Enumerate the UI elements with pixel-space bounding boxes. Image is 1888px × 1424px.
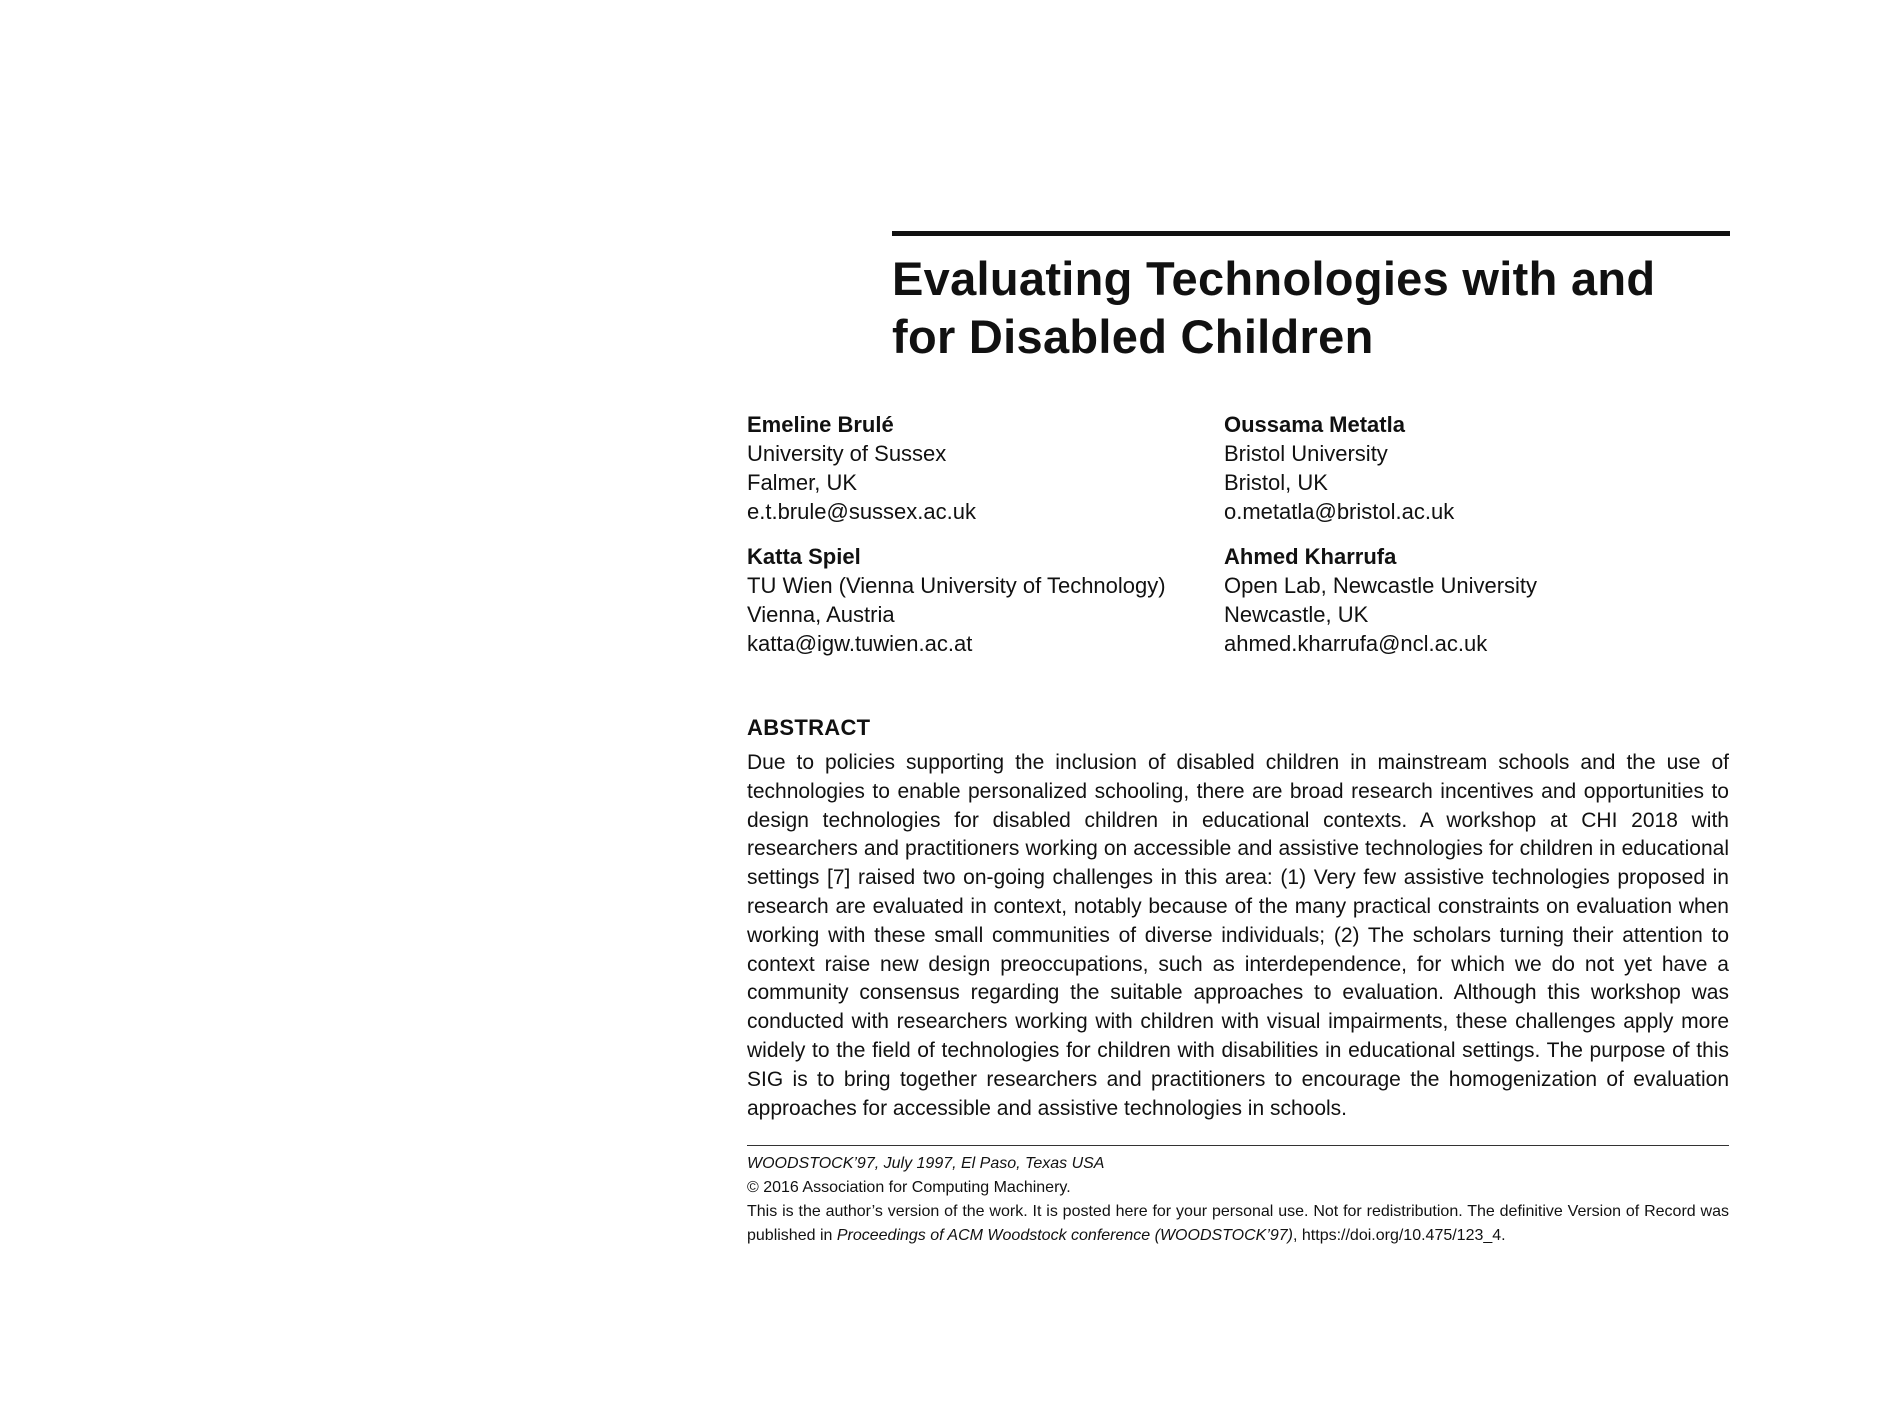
proceedings-name: Proceedings of ACM Woodstock conference (WOODSTOCK’97) — [836, 1227, 1294, 1244]
author-email: e.t.brule@sussex.ac.uk — [747, 499, 976, 524]
author-affiliation: Open Lab, Newcastle University — [1224, 573, 1538, 598]
author-card — [747, 542, 1224, 658]
author-email: katta@igw.tuwien.ac.at — [747, 631, 973, 656]
author-block — [747, 410, 1737, 658]
publication-notice — [747, 1200, 1729, 1248]
author-location: Bristol, UK — [1224, 470, 1328, 495]
author-name: Oussama Metatla — [1224, 412, 1405, 437]
author-email: o.metatla@bristol.ac.uk — [1224, 499, 1455, 524]
author-card — [1224, 542, 1737, 658]
author-affiliation: University of Sussex — [747, 441, 947, 466]
author-card — [747, 410, 1224, 526]
copyright-line: © 2016 Association for Computing Machinery. — [747, 1179, 1071, 1196]
author-name: Katta Spiel — [747, 544, 861, 569]
abstract-body: Due to policies supporting the inclusion of disabled children in mainstream schools and the use of technologies to enable personalized schooling, there are broad research incentives and opportunities to design technologies for disabled children in educational contexts. A workshop at CHI 2018 with researchers and practitioners working on accessible and assistive technologies for children in educational settings [7] raised two on-going challenges in this area: (1) Very few assistive technologies proposed in research are evaluated in context, notably because of the many practical constraints on evaluation when working with these small communities of diverse individuals; (2) The scholars turning their attention to context raise new design preoccupations, such as interdependence, for which we do not yet have a community consensus regarding the suitable approaches to evaluation. Although this workshop was conducted with researchers working with children with visual impairments, these challenges apply more widely to the field of technologies for children with disabilities in educational settings. The purpose of this SIG is to bring together researchers and practitioners to encourage the homogenization of evaluation approaches for accessible and assistive technologies in schools. — [747, 751, 1729, 1120]
author-email: ahmed.kharrufa@ncl.ac.uk — [1224, 631, 1488, 656]
author-card — [1224, 410, 1737, 526]
footnote-block — [747, 1152, 1729, 1248]
author-location: Newcastle, UK — [1224, 602, 1369, 627]
author-name: Ahmed Kharrufa — [1224, 544, 1397, 569]
author-name: Emeline Brulé — [747, 412, 894, 437]
footer-rule — [747, 1145, 1729, 1146]
author-location: Vienna, Austria — [747, 602, 895, 627]
author-location: Falmer, UK — [747, 470, 858, 495]
abstract-heading: ABSTRACT — [747, 715, 871, 740]
notice-suffix: , https://doi.org/10.475/123_4. — [1293, 1227, 1506, 1244]
notice-prefix: This is the author’s version of the work. It is posted here for your personal use. Not for redistribution. The definitive Version of Record was published in — [747, 1203, 1729, 1244]
title-rule — [892, 231, 1730, 236]
paper-title: Evaluating Technologies with and for Disabled Children — [892, 252, 1656, 363]
venue-line: WOODSTOCK’97, July 1997, El Paso, Texas USA — [747, 1155, 1105, 1172]
author-affiliation: TU Wien (Vienna University of Technology) — [747, 573, 1166, 598]
author-affiliation: Bristol University — [1224, 441, 1388, 466]
